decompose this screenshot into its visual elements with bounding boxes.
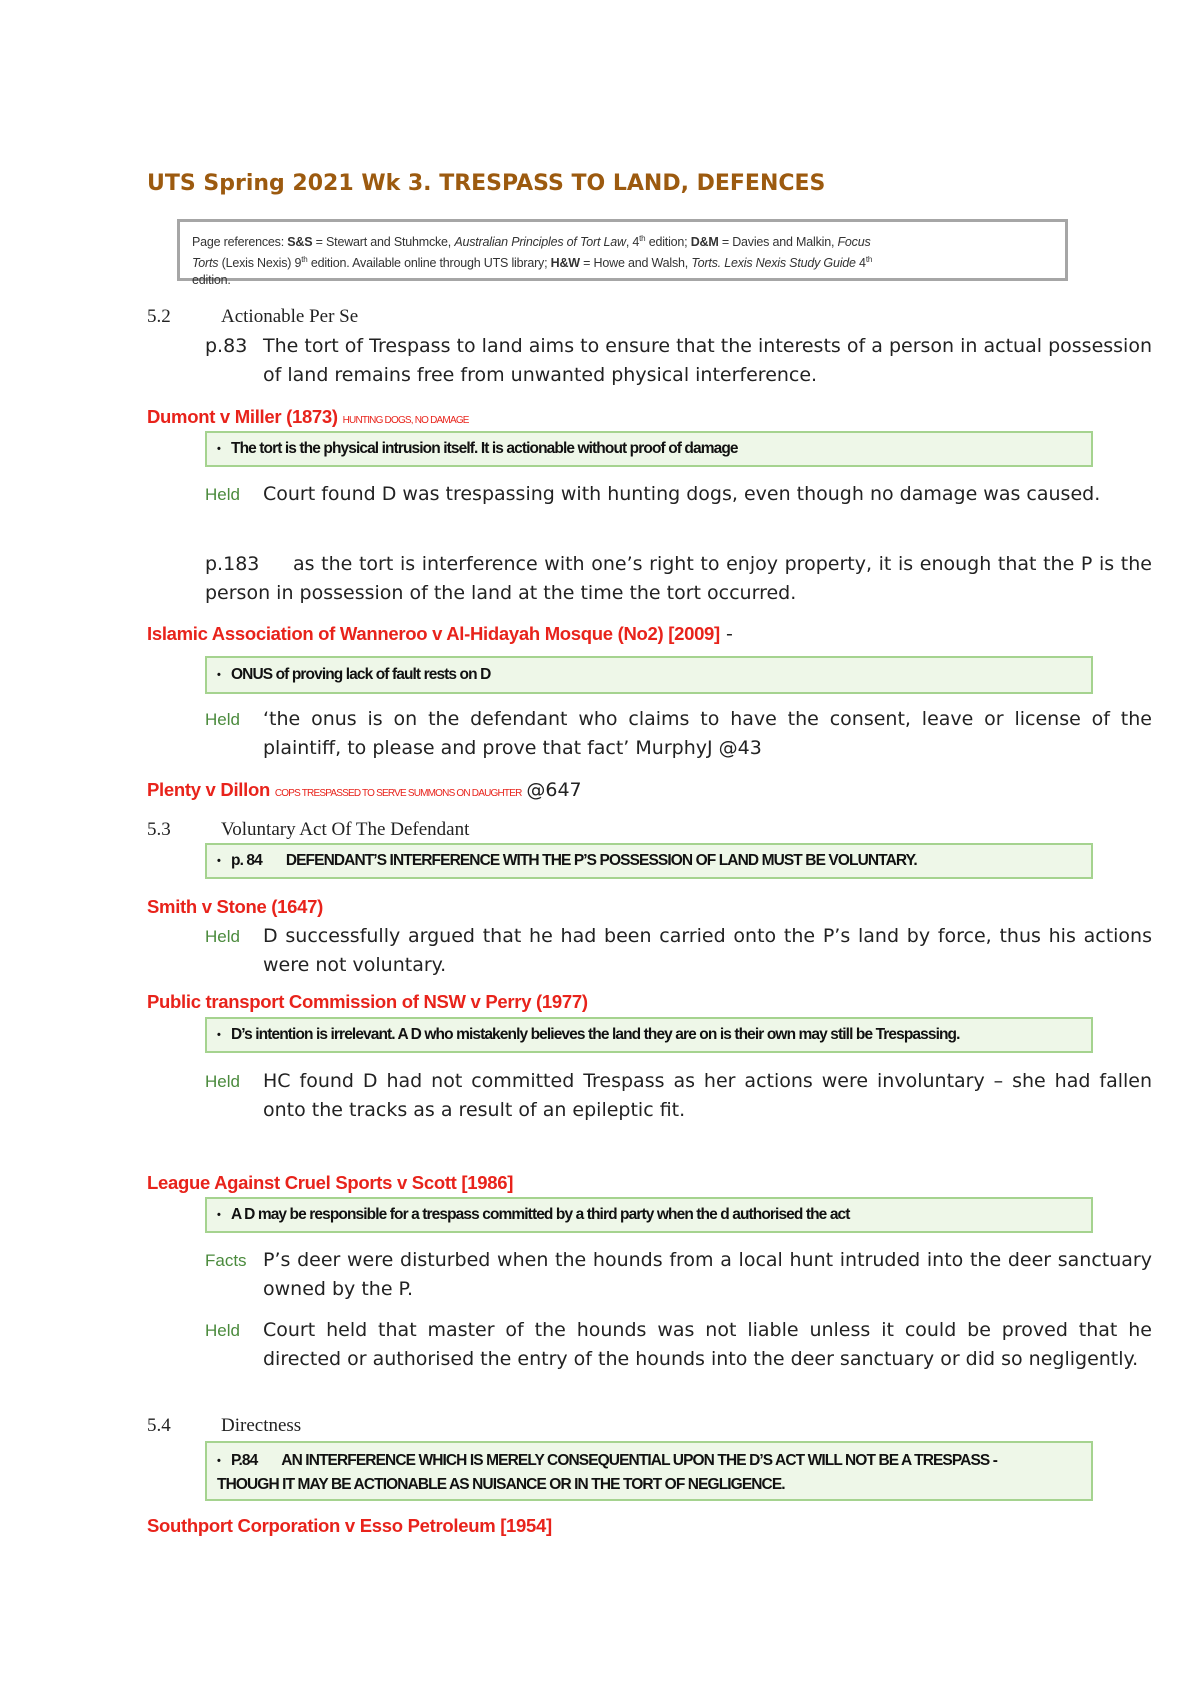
ref-text: (Lexis Nexis) 9 <box>218 256 302 271</box>
case-name: League Against Cruel Sports v Scott [1986] <box>147 1172 514 1193</box>
held-label: Held <box>205 1321 240 1340</box>
case-name: Southport Corporation v Esso Petroleum [1954] <box>147 1515 552 1536</box>
page-ref-label: p. 84 <box>231 852 262 869</box>
held-text: Court held that master of the hounds was not liable unless it could be proved that he directed or authorised the entry of the hounds into the deer sanctuary or did so negligently. <box>263 1319 1152 1370</box>
case-heading-islamic-association <box>147 623 733 645</box>
principle-row <box>217 658 1081 692</box>
principle-box-league <box>205 1197 1093 1233</box>
ref-text: = Howe and Walsh, <box>579 256 692 271</box>
case-name: Smith v Stone (1647) <box>147 896 323 917</box>
bullet-icon: • <box>217 669 220 681</box>
principle-text-continued: THOUGH IT MAY BE ACTIONABLE AS NUISANCE OR IN THE TORT OF NEGLIGENCE. <box>217 1476 785 1493</box>
held-text: D successfully argued that he had been carried onto the P’s land by force, thus his actions were not voluntary. <box>263 925 1152 976</box>
case-name: Dumont v Miller (1873) <box>147 406 338 427</box>
case-heading-plenty <box>147 779 582 801</box>
case-heading-smith <box>147 896 323 918</box>
paragraph-text: The tort of Trespass to land aims to ensure that the interests of a person in actual possession of land remains free from unwanted physical interference. <box>263 335 1152 386</box>
held-text: ‘the onus is on the defendant who claims to have the consent, leave or license of the plaintiff, to please and prove that fact’ MurphyJ @43 <box>263 708 1152 759</box>
ref-sup: th <box>639 234 646 243</box>
ref-sup: th <box>865 255 873 265</box>
held-dumont <box>205 480 1152 540</box>
principle-text: A D may be responsible for a trespass committed by a third party when the d authorised the act <box>231 1206 850 1223</box>
held-ptc <box>205 1067 1152 1127</box>
section-title: Actionable Per Se <box>221 306 359 327</box>
case-name: Plenty v Dillon <box>147 779 270 800</box>
principle-row <box>217 1449 1081 1473</box>
ref-text: edition. Available online through UTS library; <box>307 256 551 271</box>
bullet-icon: • <box>217 1209 220 1221</box>
ref-book-title: Focus <box>837 235 871 250</box>
held-text: Court found D was trespassing with hunting dogs, even though no damage was caused. <box>263 483 1101 505</box>
principle-text: D’s intention is irrelevant. A D who mistakenly believes the land they are on is their own may still be Trespassing. <box>231 1026 960 1043</box>
references-line-3: edition. <box>192 273 231 288</box>
principle-box-directness <box>205 1441 1093 1501</box>
case-heading-dumont <box>147 406 469 428</box>
principle-box-voluntary <box>205 843 1093 879</box>
principle-box-ptc <box>205 1017 1093 1053</box>
ref-sup: th <box>301 255 308 265</box>
paragraph-text: as the tort is interference with one’s right to enjoy property, it is enough that the P is the person in possession of the land at the time the tort occurred. <box>205 553 1152 604</box>
ref-book-title: Torts. Lexis Nexis Study Guide <box>691 256 856 271</box>
bullet-icon: • <box>217 1455 220 1467</box>
page-references-box <box>177 219 1068 288</box>
ref-abbrev: D&M <box>690 235 719 250</box>
page-title: UTS Spring 2021 Wk 3. TRESPASS TO LAND, DEFENCES <box>147 171 826 196</box>
held-label: Held <box>205 485 240 504</box>
section-title: Directness <box>221 1415 302 1436</box>
case-name: Islamic Association of Wanneroo v Al-Hidayah Mosque (No2) [2009] <box>147 623 720 644</box>
case-heading-southport <box>147 1515 552 1537</box>
section-number: 5.4 <box>147 1415 171 1436</box>
facts-label: Facts <box>205 1251 247 1270</box>
section-number: 5.2 <box>147 306 171 327</box>
ref-text: = Stewart and Stuhmcke, <box>312 235 455 250</box>
ref-abbrev: H&W <box>550 256 580 271</box>
held-league <box>205 1316 1152 1406</box>
facts-league <box>205 1246 1152 1306</box>
ref-text: , 4 <box>625 235 640 250</box>
held-text: HC found D had not committed Trespass as her actions were involuntary – she had fallen onto the tracks as a result of an epileptic fit. <box>263 1070 1152 1121</box>
principle-row <box>217 433 1081 465</box>
principle-box-islamic <box>205 656 1093 694</box>
bullet-icon: • <box>217 1029 220 1041</box>
principle-row <box>217 1199 1081 1231</box>
page-ref-label: P.84 <box>231 1452 258 1469</box>
principle-text: The tort is the physical intrusion itself. It is actionable without proof of damage <box>231 440 738 457</box>
page-ref-label: p.83 <box>205 335 248 357</box>
section-title: Voluntary Act Of The Defendant <box>221 819 470 840</box>
principle-text: ONUS of proving lack of fault rests on D <box>231 666 491 683</box>
held-label: Held <box>205 1072 240 1091</box>
ref-abbrev: S&S <box>287 235 313 250</box>
section-number: 5.3 <box>147 819 171 840</box>
case-note: HUNTING DOGS, NO DAMAGE <box>342 415 469 426</box>
page-ref-label: p.183 <box>205 553 260 575</box>
references-line-1 <box>192 230 1053 251</box>
pinpoint-ref: @647 <box>526 779 582 801</box>
principle-box-dumont <box>205 431 1093 467</box>
principle-row <box>217 845 1081 877</box>
bullet-icon: • <box>217 855 220 867</box>
case-heading-league <box>147 1172 513 1194</box>
principle-text: DEFENDANT’S INTERFERENCE WITH THE P’S POSSESSION OF LAND MUST BE VOLUNTARY. <box>285 852 917 869</box>
case-heading-ptc <box>147 991 588 1013</box>
held-label: Held <box>205 927 240 946</box>
held-smith <box>205 922 1152 982</box>
p83-paragraph <box>205 332 1152 392</box>
case-suffix: - <box>719 623 733 645</box>
p183-paragraph <box>205 550 1152 610</box>
held-label: Held <box>205 710 240 729</box>
ref-text: = Davies and Malkin, <box>718 235 838 250</box>
principle-row <box>217 1019 1081 1051</box>
facts-text: P’s deer were disturbed when the hounds from a local hunt intruded into the deer sanctuary owned by the P. <box>263 1249 1152 1300</box>
ref-text: 4 <box>855 256 866 271</box>
ref-book-title: Torts <box>192 256 219 271</box>
principle-text: AN INTERFERENCE WHICH IS MERELY CONSEQUENTIAL UPON THE D’S ACT WILL NOT BE A TRESPASS - <box>281 1452 997 1469</box>
ref-text: edition; <box>645 235 691 250</box>
held-islamic <box>205 705 1152 765</box>
bullet-icon: • <box>217 443 220 455</box>
ref-book-title: Australian Principles of Tort Law <box>454 235 626 250</box>
case-name: Public transport Commission of NSW v Perry (1977) <box>147 991 588 1012</box>
references-line-2 <box>192 251 1053 272</box>
case-note: COPS TRESPASSED TO SERVE SUMMONS ON DAUGHTER <box>274 788 522 799</box>
ref-text: Page references: <box>192 235 288 250</box>
